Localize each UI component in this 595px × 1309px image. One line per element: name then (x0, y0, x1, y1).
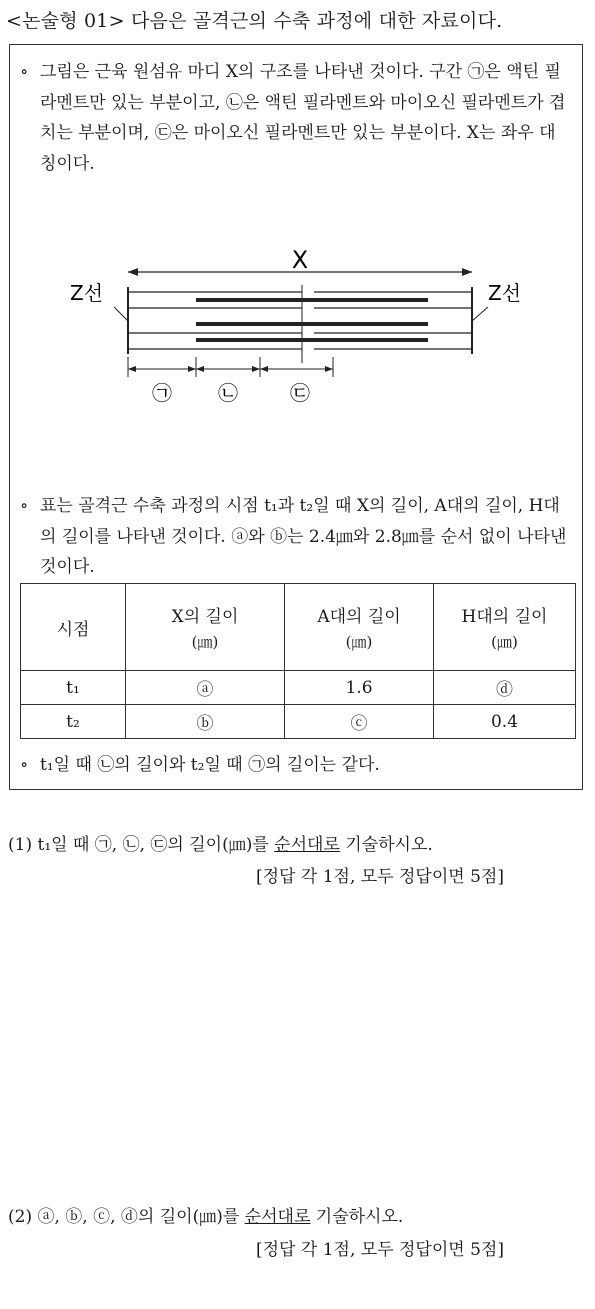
z-line-right-label: Z선 (488, 281, 522, 305)
z-right-leader (472, 307, 488, 321)
cell: 1.6 (285, 671, 434, 705)
paragraph-condition: t₁일 때 ㉡의 길이와 t₂일 때 ㉠의 길이는 같다. (40, 755, 380, 775)
question-1-score: [정답 각 1점, 모두 정답이면 5점] (256, 867, 504, 887)
question-1: (1) t₁일 때 ㉠, ㉡, ㉢의 길이(㎛)를 순서대로 기술하시오. (8, 835, 433, 855)
z-line-left-label: Z선 (70, 281, 104, 305)
segment-1-label: ㉠ (152, 381, 172, 405)
cell: ⓐ (126, 671, 285, 705)
x-label: X (291, 246, 309, 274)
cell: t₁ (21, 671, 126, 705)
segment-2-label: ㉡ (218, 381, 238, 405)
header-time: 시점 (21, 584, 126, 671)
question-2: (2) ⓐ, ⓑ, ⓒ, ⓓ의 길이(㎛)를 순서대로 기술하시오. (8, 1207, 404, 1227)
problem-title: <논술형 01> 다음은 골격근의 수축 과정에 대한 자료이다. (6, 10, 503, 32)
table-row (21, 671, 576, 705)
cell: ⓓ (434, 671, 576, 705)
sarcomere-diagram (10, 45, 582, 445)
paragraph-figure-description: 그림은 근육 원섬유 마디 X의 구조를 나타낸 것이다. 구간 ㉠은 액틴 필라멘트만 있는 부분이고, ㉡은 액틴 필라멘트와 마이오신 필라멘트가 겹치는 부분이며, ㉢은 마이오신 필라멘트만 있는 부분이다. X는 좌우 대칭이다. (40, 62, 566, 174)
bullet-3: ∘ (20, 755, 29, 775)
cell: ⓑ (126, 705, 285, 739)
x-arrow-head-right (462, 268, 472, 276)
x-arrow-head-left (128, 268, 138, 276)
table-header-row (21, 584, 576, 671)
bullet-1: ∘ (20, 62, 29, 82)
bullet-2: ∘ (20, 496, 29, 516)
z-left-leader (114, 307, 128, 321)
header-a-band-length: A대의 길이 (㎛) (285, 584, 434, 671)
data-box (9, 44, 583, 790)
cell: ⓒ (285, 705, 434, 739)
cell: t₂ (21, 705, 126, 739)
table-row (21, 705, 576, 739)
length-table (20, 583, 576, 739)
segment-3-label: ㉢ (290, 381, 310, 405)
cell: 0.4 (434, 705, 576, 739)
header-x-length: X의 길이 (㎛) (126, 584, 285, 671)
question-2-score: [정답 각 1점, 모두 정답이면 5점] (256, 1240, 504, 1260)
header-h-band-length: H대의 길이 (㎛) (434, 584, 576, 671)
paragraph-table-description: 표는 골격근 수축 과정의 시점 t₁과 t₂일 때 X의 길이, A대의 길이, H대의 길이를 나타낸 것이다. ⓐ와 ⓑ는 2.4㎛와 2.8㎛를 순서 없이 나타낸 것이다. (40, 496, 567, 577)
